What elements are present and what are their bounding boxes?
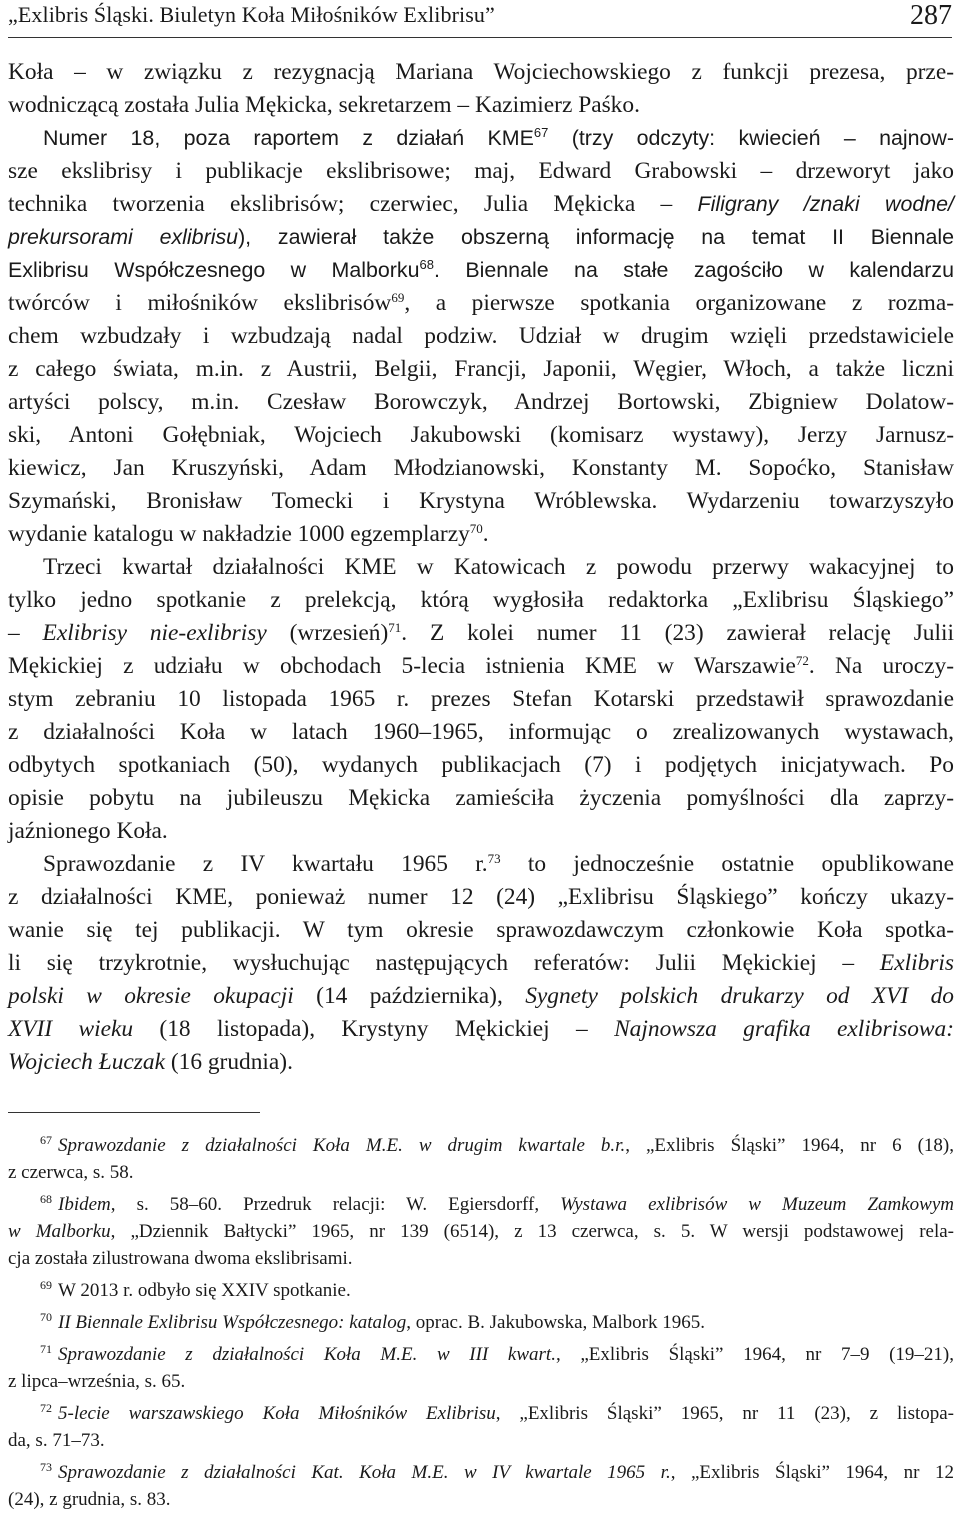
footnote-70: $^{70}$ II Biennale Exlibrisu Współczesnego: katalog, oprac. B. Jakubowska, Malbork 1965. xyxy=(40,1310,705,1333)
footnote-line: w Malborku, „Dziennik Bałtycki” 1965, nr 139 (6514), z 13 czerwca, s. 5. W wersji podstawowej rela- xyxy=(8,1221,954,1242)
footnote-number: 68 xyxy=(40,1192,52,1207)
footnote-line: cja została zilustrowana dwoma ekslibrisami. xyxy=(8,1248,353,1269)
body-line: Szymański, Bronisław Tomecki i Krystyna Wróblewska. Wydarzeniu towarzyszyło xyxy=(8,488,954,514)
body-line: Exlibrisu Współczesnego w Malborku$^{68}$. Biennale na stałe zagościło w kalendarzu xyxy=(8,256,954,282)
body-line: Koła – w związku z rezygnacją Mariana Wojciechowskiego z funkcji prezesa, prze- xyxy=(8,59,954,85)
footnote-68: $^{68}$ Ibidem, s. 58–60. Przedruk relacji: W. Egiersdorff, Wystawa exlibrisów w Muzeum Zamkowym xyxy=(40,1192,954,1215)
paragraph-start: Sprawozdanie z IV kwartału 1965 r.$^{73}$ to jednocześnie ostatnie opublikowane xyxy=(43,850,954,877)
body-line: XVII wieku (18 listopada), Krystyny Mękickiej – Najnowsza grafika exlibrisowa: xyxy=(8,1016,954,1042)
footnote-ref[interactable]: 69 xyxy=(391,289,405,305)
footnote-line: z czerwca, s. 58. xyxy=(8,1162,134,1183)
paragraph-start: Numer 18, poza raportem z działań KME$^{67}$ (trzy odczyty: kwiecień – najnow- xyxy=(43,124,955,150)
body-line: twórców i miłośników ekslibrisów$^{69}$, a pierwsze spotkania organizowane z rozma- xyxy=(8,289,954,316)
footnote-number: 72 xyxy=(40,1401,52,1416)
running-title: „Exlibris Śląski. Biuletyn Koła Miłośników Exlibrisu” xyxy=(8,2,495,27)
body-line: z działalności KME, ponieważ numer 12 (24) „Exlibrisu Śląskiego” kończy ukazy- xyxy=(8,884,954,910)
footnote-line: (24), z grudnia, s. 83. xyxy=(8,1489,171,1510)
footnote-71: $^{71}$ Sprawozdanie z działalności Koła M.E. w III kwart., „Exlibris Śląski” 1964, nr 7–9 (19–21), xyxy=(40,1342,954,1365)
footnote-73: $^{73}$ Sprawozdanie z działalności Kat. Koła M.E. w IV kwartale 1965 r., „Exlibris Śląski” 1964, nr 12 xyxy=(40,1460,954,1483)
footnote-ref[interactable]: 67 xyxy=(533,124,549,140)
footnote-number: 71 xyxy=(40,1342,52,1357)
body-line: odbytych spotkaniach (50), wydanych publikacjach (7) i podjętych inicjatywach. Po xyxy=(8,752,954,778)
body-line: kiewicz, Jan Kruszyński, Adam Młodzianowski, Konstanty M. Sopoćko, Stanisław xyxy=(8,455,954,481)
body-line: – Exlibrisy nie-exlibrisy (wrzesień)$^{71}$. Z kolei numer 11 (23) zawierał relację Julii xyxy=(8,619,954,646)
paragraph-start: Trzeci kwartał działalności KME w Katowicach z powodu przerwy wakacyjnej to xyxy=(43,554,954,580)
footnote-number: 67 xyxy=(40,1133,52,1148)
body-line: ski, Antoni Gołębniak, Wojciech Jakubowski (komisarz wystawy), Jerzy Jarnusz- xyxy=(8,422,954,448)
footnote-rule xyxy=(8,1112,260,1113)
body-line: tylko jedno spotkanie z prelekcją, którą wygłosiła redaktorka „Exlibrisu Śląskiego” xyxy=(8,587,954,613)
footnote-number: 69 xyxy=(40,1278,52,1293)
footnote-72: $^{72}$ 5-lecie warszawskiego Koła Miłośników Exlibrisu, „Exlibris Śląski” 1965, nr 11 (23), z listopa- xyxy=(40,1401,955,1424)
footnote-number: 70 xyxy=(40,1310,52,1325)
footnote-67: $^{67}$ Sprawozdanie z działalności Koła M.E. w drugim kwartale b.r., „Exlibris Śląski” 1964, nr 6 (18), xyxy=(40,1133,954,1156)
footnote-69: $^{69}$ W 2013 r. odbyło się XXIV spotkanie. xyxy=(40,1278,351,1301)
body-line: stym zebraniu 10 listopada 1965 r. prezes Stefan Kotarski przedstawił sprawozdanie xyxy=(8,686,954,712)
page-header xyxy=(8,0,952,36)
footnote-line: z lipca–września, s. 65. xyxy=(8,1371,186,1392)
body-text xyxy=(8,56,954,1079)
body-line: artyści polscy, m.in. Czesław Borowczyk, Andrzej Bortowski, Zbigniew Dolatow- xyxy=(8,389,954,415)
footnote-ref[interactable]: 71 xyxy=(388,619,402,635)
body-line: sze ekslibrisy i publikacje ekslibrisowe; maj, Edward Grabowski – drzeworyt jako xyxy=(8,158,954,184)
footnote-ref[interactable]: 73 xyxy=(487,850,501,866)
footnote-ref[interactable]: 72 xyxy=(795,652,809,668)
body-line: opisie pobytu na jubileuszu Mękicka zamieściła życzenia pomyślności dla zaprzy- xyxy=(8,785,954,811)
body-line: prekursorami exlibrisu), zawierał także obszerną informację na temat II Biennale xyxy=(8,225,955,249)
body-line: li się trzykrotnie, wysłuchując następujących referatów: Julii Mękickiej – Exlibris xyxy=(8,950,954,976)
footnotes xyxy=(8,1132,954,1513)
body-line: wanie się tej publikacji. W tym okresie sprawozdawczym członkowie Koła spotka- xyxy=(8,917,954,943)
body-line: jaźnionego Koła. xyxy=(8,818,168,844)
footnote-ref[interactable]: 70 xyxy=(469,520,483,536)
body-line: wodniczącą została Julia Mękicka, sekretarzem – Kazimierz Paśko. xyxy=(8,92,640,118)
body-line: technika tworzenia ekslibrisów; czerwiec, Julia Mękicka – Filigrany /znaki wodne/ xyxy=(8,191,955,217)
footnote-ref[interactable]: 68 xyxy=(419,256,434,272)
body-line: z całego świata, m.in. z Austrii, Belgii, Francji, Japonii, Węgier, Włoch, a także liczni xyxy=(8,356,954,382)
footnote-number: 73 xyxy=(40,1460,52,1475)
header-rule xyxy=(8,37,952,38)
body-line: wydanie katalogu w nakładzie 1000 egzemplarzy$^{70}$. xyxy=(8,520,489,547)
body-line: polski w okresie okupacji (14 października), Sygnety polskich drukarzy od XVI do xyxy=(8,983,954,1009)
body-line: Mękickiej z udziału w obchodach 5-lecia istnienia KME w Warszawie$^{72}$. Na uroczy- xyxy=(8,652,954,679)
body-line: chem wzbudzały i wzbudzają nadal podziw. Udział w drugim wzięli przedstawiciele xyxy=(8,323,954,349)
footnote-line: da, s. 71–73. xyxy=(8,1430,105,1451)
body-line: z działalności Koła w latach 1960–1965, informując o zrealizowanych wystawach, xyxy=(8,719,954,745)
page-number: 287 xyxy=(910,0,952,31)
body-line: Wojciech Łuczak (16 grudnia). xyxy=(8,1049,293,1075)
